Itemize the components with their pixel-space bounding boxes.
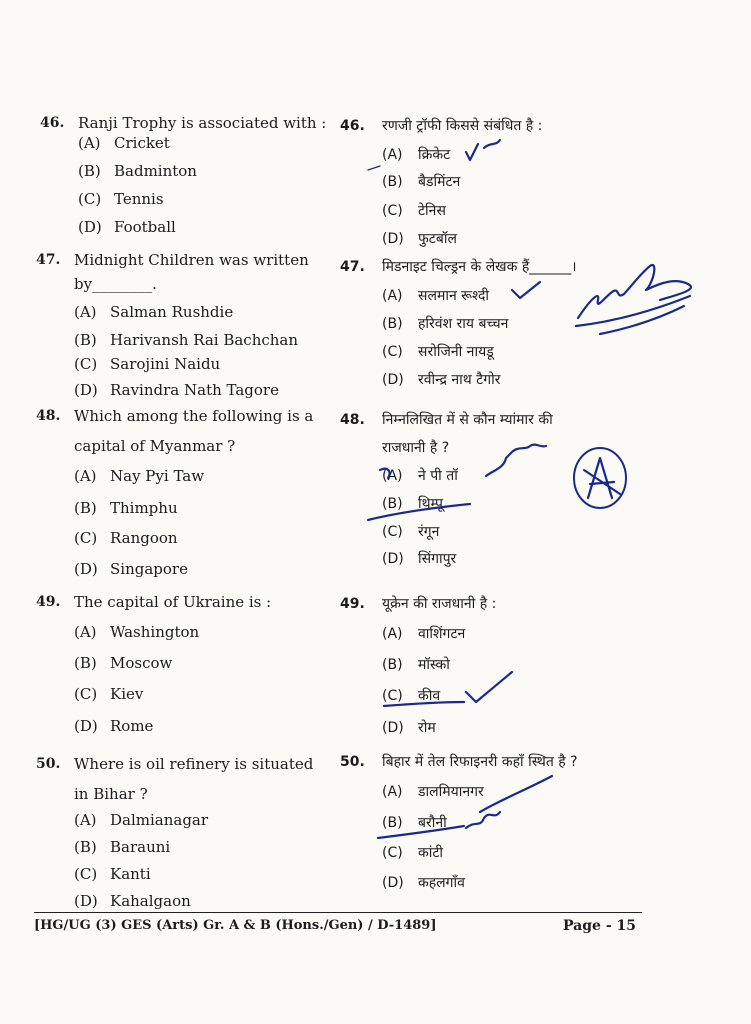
option-c (382, 522, 439, 542)
option-label: (B) (382, 496, 403, 512)
option-text: Washington (110, 623, 200, 641)
option-a (74, 622, 199, 642)
option-text: कहलगाँव (418, 875, 465, 891)
option-label: (B) (74, 654, 97, 672)
option-b (74, 498, 178, 518)
option-a (74, 810, 208, 830)
page-number: Page - 15 (563, 918, 636, 934)
option-text: Kiev (110, 685, 144, 703)
option-text: क्रिकेट (418, 147, 451, 163)
option-b (382, 172, 460, 192)
option-text: Salman Rushdie (110, 303, 234, 321)
option-text: Barauni (110, 838, 171, 856)
option-b (74, 653, 172, 673)
option-a (78, 133, 170, 153)
option-label: (C) (74, 355, 98, 373)
option-label: (A) (78, 134, 101, 152)
question-number: 50. (340, 754, 365, 770)
question-number: 48. (340, 412, 365, 428)
option-text: सलमान रूश्दी (418, 288, 490, 304)
option-label: (A) (74, 303, 97, 321)
question-number: 48. (36, 408, 61, 424)
option-label: (B) (74, 331, 97, 349)
option-text: Rome (110, 717, 154, 735)
option-c (78, 189, 164, 209)
question-text: रणजी ट्रॉफी किससे संबंधित है : (382, 118, 543, 134)
option-label: (C) (74, 529, 98, 547)
option-label: (A) (382, 784, 403, 800)
option-label: (A) (74, 811, 97, 829)
option-label: (C) (78, 190, 102, 208)
option-label: (A) (74, 623, 97, 641)
question-number: 50. (36, 756, 61, 772)
option-label: (D) (74, 717, 98, 735)
paper-code: [HG/UG (3) GES (Arts) Gr. A & B (Hons./Gen) / D-1489] (34, 918, 437, 933)
option-d (74, 891, 191, 911)
option-b (74, 330, 298, 350)
option-a (74, 466, 204, 486)
question-text: Where is oil refinery is situated (74, 755, 314, 773)
option-label: (D) (382, 231, 404, 247)
question-49-en (36, 592, 336, 737)
option-text: Cricket (114, 134, 170, 152)
option-label: (D) (74, 560, 98, 578)
option-d (78, 217, 176, 237)
option-text: Moscow (110, 654, 173, 672)
option-a (382, 145, 450, 165)
option-label: (C) (382, 845, 403, 861)
option-text: Sarojini Naidu (110, 355, 221, 373)
option-c (382, 201, 446, 221)
option-label: (B) (78, 162, 101, 180)
option-text: मॉस्को (418, 657, 450, 673)
option-label: (D) (382, 875, 404, 891)
option-text: Thimphu (110, 499, 178, 517)
option-text: टेनिस (418, 203, 446, 219)
option-label: (C) (74, 865, 98, 883)
option-text: सिंगापुर (418, 551, 457, 567)
question-text: in Bihar ? (74, 785, 148, 803)
question-48-en (36, 406, 336, 581)
option-label: (B) (382, 174, 403, 190)
option-label: (C) (382, 203, 403, 219)
option-b (382, 655, 450, 675)
option-text: Singapore (110, 560, 188, 578)
option-c (74, 684, 143, 704)
option-d (74, 559, 188, 579)
question-text: Midnight Children was written (74, 251, 309, 269)
question-text: The capital of Ukraine is : (74, 593, 272, 611)
option-c (382, 843, 443, 863)
option-label: (C) (74, 685, 98, 703)
option-label: (D) (74, 892, 98, 910)
option-text: रवीन्द्र नाथ टैगोर (418, 372, 501, 388)
option-label: (D) (382, 551, 404, 567)
option-label: (D) (382, 720, 404, 736)
option-label: (A) (382, 626, 403, 642)
option-text: बरौनी (418, 815, 447, 831)
option-c (74, 864, 151, 884)
option-label: (A) (74, 467, 97, 485)
option-d (382, 229, 457, 249)
question-46-en (40, 113, 330, 243)
question-text: यूक्रेन की राजधानी है : (382, 596, 497, 612)
question-47-hi (340, 257, 640, 392)
option-d (382, 370, 500, 390)
question-text: Which among the following is a (74, 407, 314, 425)
option-c (74, 528, 178, 548)
option-label: (B) (74, 499, 97, 517)
option-label: (B) (74, 838, 97, 856)
question-text: राजधानी है ? (382, 440, 450, 456)
option-b (78, 161, 197, 181)
option-text: Football (114, 218, 176, 236)
option-a (382, 782, 484, 802)
option-text: Nay Pyi Taw (110, 467, 205, 485)
option-c (382, 686, 440, 706)
option-text: थिम्पू (418, 496, 443, 512)
question-number: 49. (36, 594, 61, 610)
option-label: (C) (382, 688, 403, 704)
option-b (74, 837, 170, 857)
option-label: (D) (382, 372, 404, 388)
option-text: कीव (418, 688, 441, 704)
option-a (382, 624, 465, 644)
option-text: Rangoon (110, 529, 178, 547)
question-number: 47. (36, 252, 61, 268)
option-label: (C) (382, 344, 403, 360)
question-46-hi (340, 116, 640, 248)
option-label: (D) (74, 381, 98, 399)
option-text: रोम (418, 720, 436, 736)
option-text: Dalmianagar (110, 811, 209, 829)
question-number: 47. (340, 259, 365, 275)
option-a (74, 302, 233, 322)
option-a (382, 466, 458, 486)
option-text: Ravindra Nath Tagore (110, 381, 279, 399)
option-d (382, 873, 465, 893)
option-d (74, 716, 153, 736)
option-text: ने पी तॉ (418, 468, 458, 484)
option-text: Tennis (114, 190, 164, 208)
option-text: बैडमिंटन (418, 174, 461, 190)
option-text: हरिवंश राय बच्चन (418, 316, 509, 332)
question-49-hi (340, 594, 640, 742)
option-label: (A) (382, 147, 403, 163)
question-text: बिहार में तेल रिफाइनरी कहाँ स्थित है ? (382, 754, 578, 770)
question-50-hi (340, 752, 640, 892)
option-b (382, 494, 443, 514)
option-b (382, 314, 508, 334)
option-d (382, 718, 436, 738)
option-text: फुटबॉल (418, 231, 457, 247)
option-label: (A) (382, 288, 403, 304)
option-d (382, 549, 456, 569)
option-text: Kahalgaon (110, 892, 191, 910)
question-text: निम्नलिखित में से कौन म्यांमार की (382, 412, 553, 428)
option-text: Harivansh Rai Bachchan (110, 331, 299, 349)
question-number: 46. (340, 118, 365, 134)
option-d (74, 380, 279, 400)
option-text: Badminton (114, 162, 197, 180)
question-number: 49. (340, 596, 365, 612)
option-text: Kanti (110, 865, 151, 883)
option-label: (A) (382, 468, 403, 484)
option-b (382, 813, 447, 833)
option-c (382, 342, 494, 362)
question-50-en (36, 754, 336, 910)
option-label: (B) (382, 815, 403, 831)
option-label: (C) (382, 524, 403, 540)
option-text: वाशिंगटन (418, 626, 466, 642)
option-a (382, 286, 489, 306)
option-text: डालमियानगर (418, 784, 484, 800)
option-c (74, 354, 220, 374)
option-text: रंगून (418, 524, 440, 540)
question-text: मिडनाइट चिल्ड्रन के लेखक हैं______। (382, 259, 577, 275)
question-text: Ranji Trophy is associated with : (78, 114, 327, 132)
question-47-en (36, 250, 336, 400)
option-text: कांटी (418, 845, 444, 861)
option-text: सरोजिनी नायडू (418, 344, 494, 360)
option-label: (B) (382, 657, 403, 673)
question-number: 46. (40, 115, 65, 131)
question-48-hi (340, 410, 640, 570)
option-label: (D) (78, 218, 102, 236)
page-footer (34, 912, 642, 933)
question-text: by________. (74, 275, 157, 293)
option-label: (B) (382, 316, 403, 332)
question-text: capital of Myanmar ? (74, 437, 236, 455)
